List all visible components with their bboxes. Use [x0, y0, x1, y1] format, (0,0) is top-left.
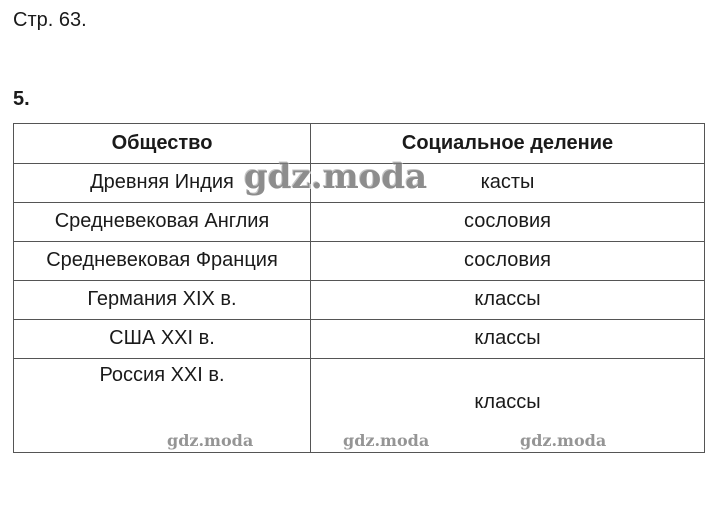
- page-reference: Стр. 63.: [13, 9, 87, 31]
- watermark-main: gdz.moda: [244, 157, 428, 197]
- table-row: [14, 320, 705, 359]
- society-cell: Средневековая Англия: [14, 203, 311, 242]
- division-cell: сословия: [311, 203, 705, 242]
- table-row: [14, 242, 705, 281]
- division-cell: классы: [311, 281, 705, 320]
- watermark-small: gdz.moda: [520, 431, 607, 450]
- society-cell: США XXI в.: [14, 320, 311, 359]
- watermark-small: gdz.moda: [343, 431, 430, 450]
- society-cell: Древняя Индия: [14, 164, 311, 203]
- watermark-small: gdz.moda: [167, 431, 254, 450]
- table-row: [14, 281, 705, 320]
- division-cell: классы: [311, 320, 705, 359]
- society-cell: Средневековая Франция: [14, 242, 311, 281]
- division-cell: касты: [311, 164, 705, 203]
- task-number: 5.: [13, 88, 30, 110]
- header-society: Общество: [14, 124, 311, 164]
- table-row: [14, 203, 705, 242]
- division-cell: классы: [311, 359, 705, 453]
- header-social-division: Социальное деление: [311, 124, 705, 164]
- division-cell: сословия: [311, 242, 705, 281]
- society-cell: Россия XXI в.: [14, 359, 311, 453]
- society-cell: Германия XIX в.: [14, 281, 311, 320]
